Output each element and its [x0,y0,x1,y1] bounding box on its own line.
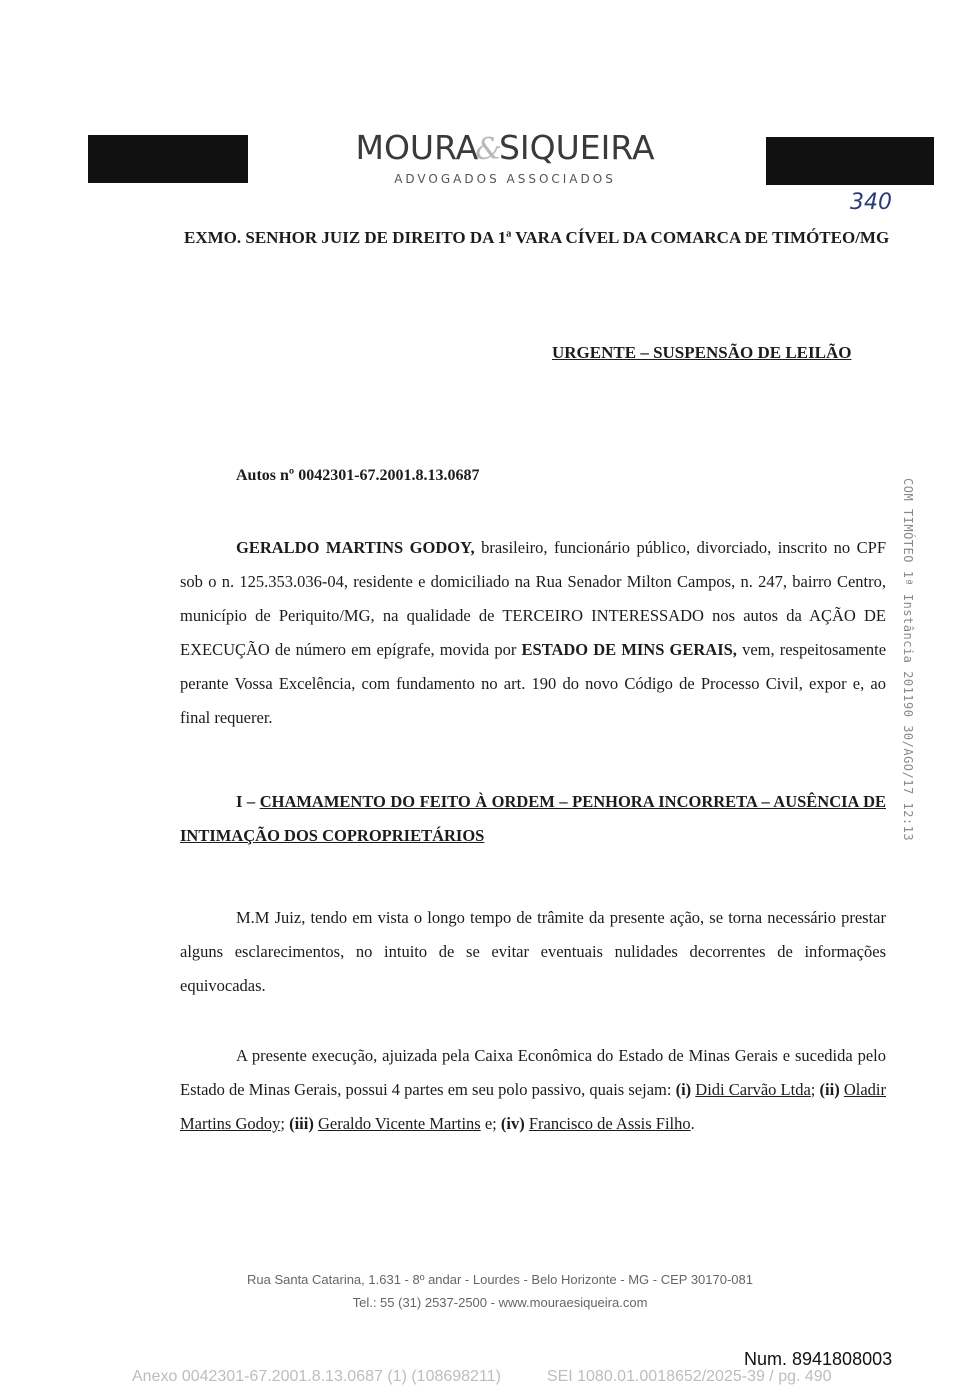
redaction-block-right [766,137,934,185]
section-number: I – [236,792,260,811]
addressee: EXMO. SENHOR JUIZ DE DIREITO DA 1ª VARA CÍVEL DA COMARCA DE TIMÓTEO/MG [184,228,890,247]
party-name: GERALDO MARTINS GODOY, [236,538,475,557]
handwritten-page-number: 340 [850,190,892,215]
section-heading [180,785,886,853]
case-number: Autos nº 0042301-67.2001.8.13.0687 [236,467,480,484]
party-4: Francisco de Assis Filho [528,1114,691,1133]
document-number: Num. 8941808003 [744,1349,893,1369]
annex-left: Anexo 0042301-67.2001.8.13.0687 (1) (108698211) [132,1368,501,1385]
party-2: Oladir Martins Godoy [180,1080,886,1133]
protocol-stamp: COM TIMÓTEO 1ª Instância 201190 30/AGO/17 12:13 [901,478,915,842]
qualification-text-2: vem, respeitosamente perante Vossa Excelência, com fundamento no art. 190 do novo Código de Processo Civil, expor e, ao final requerer. [180,640,887,727]
qualification-text-1: brasileiro, funcionário público, divorciado, inscrito no CPF sob o n. 125.353.036-04, residente e domiciliado na Rua Senador Milton Campos, n. 247, bairro Centro, município de Periquito/MG, na qualidade de TERCEIRO INTERESSADO nos autos da AÇÃO DE EXECUÇÃO de número em epígrafe, movida por [180,538,886,659]
party-1: Didi Carvão Ltda [695,1080,811,1099]
logo-name-part1: MOURA [355,128,479,167]
party-marker-1: (i) [675,1080,692,1099]
footer-contact: Tel.: 55 (31) 2537-2500 - www.mouraesiqueira.com [352,1295,648,1310]
logo-name-part2: SIQUEIRA [498,128,655,167]
firm-logo [330,128,680,186]
section-title: CHAMAMENTO DO FEITO À ORDEM – PENHORA INCORRETA – AUSÊNCIA DE INTIMAÇÃO DOS COPROPRIETÁRIOS [180,792,886,845]
party-separator-4: . [690,1114,695,1133]
urgent-heading: URGENTE – SUSPENSÃO DE LEILÃO [552,343,852,362]
party-separator-2: ; [280,1114,290,1133]
opposing-party: ESTADO DE MINS GERAIS, [521,640,737,659]
intro-text: M.M Juiz, tendo em vista o longo tempo de trâmite da presente ação, se torna necessário prestar alguns esclarecimentos, no intuito de se evitar eventuais nulidades decorrentes de informações equivocadas. [180,908,886,995]
qualification-paragraph [180,531,886,735]
intro-paragraph [180,901,886,1003]
footer-address: Rua Santa Catarina, 1.631 - 8º andar - Lourdes - Belo Horizonte - MG - CEP 30170-081 [246,1272,753,1287]
parties-text: A presente execução, ajuizada pela Caixa Econômica do Estado de Minas Gerais e sucedida pelo Estado de Minas Gerais, possui 4 partes em seu polo passivo, quais sejam: [180,1046,886,1099]
firm-logo-subtitle: ADVOGADOS ASSOCIADOS [394,172,616,186]
party-separator-1: ; [810,1080,820,1099]
parties-paragraph [180,1039,886,1141]
redaction-block-left [88,135,248,183]
firm-logo-name [330,128,680,170]
logo-ampersand: & [475,132,502,167]
party-marker-4: (iv) [500,1114,525,1133]
party-separator-3: e; [480,1114,501,1133]
party-marker-2: (ii) [819,1080,840,1099]
party-3: Geraldo Vicente Martins [317,1114,481,1133]
party-marker-3: (iii) [289,1114,314,1133]
annex-reference [132,1368,832,1386]
annex-right: SEI 1080.01.0018652/2025-39 / pg. 490 [546,1368,832,1385]
letterhead-footer [200,1268,800,1314]
